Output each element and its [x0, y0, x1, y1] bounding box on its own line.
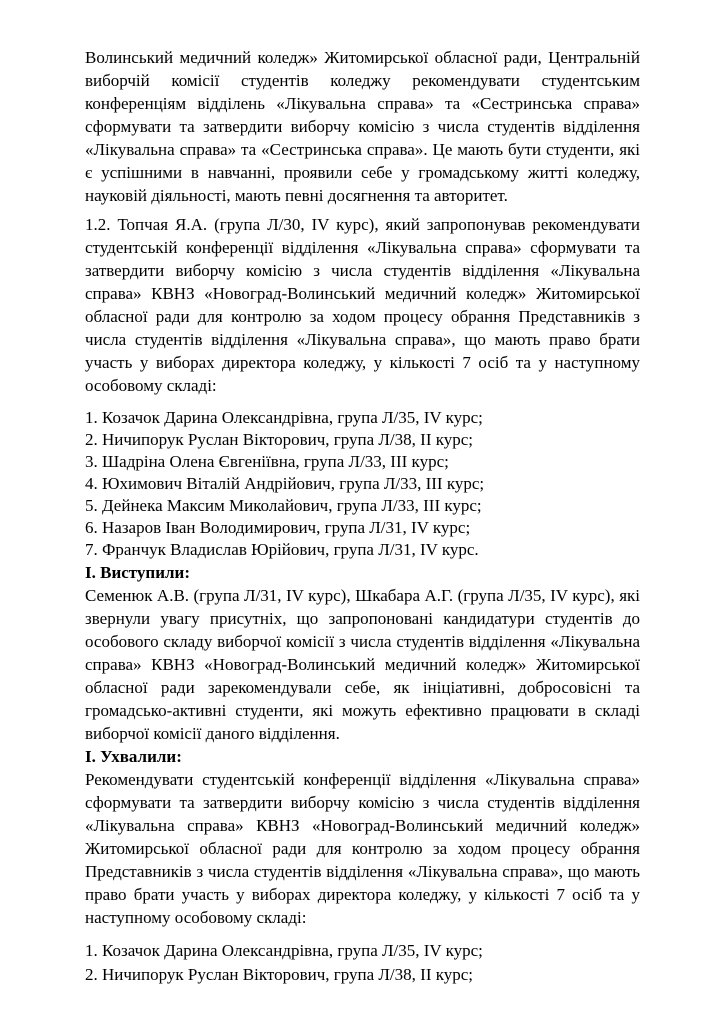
resolved-section-paragraph: Рекомендувати студентській конференції відділення «Лікувальна справа» сформувати та затвердити виборчу комісію з числа студентів відділення «Лікувальна справа» КВНЗ «Новоград-Волинський медичний коледж» Житомирської обласної ради для контролю за ходом процесу обрання Представників з числа студентів відділення «Лікувальна справа», що мають право брати участь у виборах директора коледжу, у кількості 7 осіб та у наступному особовому складі:: [85, 770, 640, 927]
spoke-section-heading: І. Виступили:: [85, 563, 191, 582]
paragraph-intro: Волинський медичний коледж» Житомирської обласної ради, Центральній виборчій комісії студентів коледжу рекомендувати студентським конференціям відділень «Лікувальна справа» та «Сестринська справа» сформувати та затвердити виборчу комісію з числа студентів відділення «Лікувальна справа» та «Сестринська справа». Це мають бути студенти, які є успішними в навчанні, проявили себе у громадському житті коледжу, науковій діяльності, мають певні досягнення та авторитет.: [85, 48, 640, 205]
spoke-section-paragraph: Семенюк А.В. (група Л/31, IV курс), Шкабара А.Г. (група Л/35, IV курс), які звернули увагу присутніх, що запропоновані кандидатури студентів до особового складу виборчої комісії з числа студентів відділення «Лікувальна справа» КВНЗ «Новоград-Волинський медичний коледж» Житомирської обласної ради зарекомендували себе, як ініціативні, добросовісні та громадсько-активні студенти, які можуть ефективно працювати в складі виборчої комісії даного відділення.: [85, 586, 640, 743]
resolved-section-heading: І. Ухвалили:: [85, 747, 182, 766]
list-item: 6. Назаров Іван Володимирович, група Л/31, IV курс;: [85, 518, 471, 537]
commission-members-list: [85, 407, 640, 561]
list-item: 4. Юхимович Віталій Андрійович, група Л/33, III курс;: [85, 474, 485, 493]
list-item: 2. Ничипорук Руслан Вікторович, група Л/38, II курс;: [85, 965, 474, 984]
list-item: 3. Шадріна Олена Євгеніївна, група Л/33, III курс;: [85, 452, 449, 471]
resolved-members-list: [85, 939, 640, 987]
list-item: 1. Козачок Дарина Олександрівна, група Л/35, IV курс;: [85, 408, 483, 427]
list-item: 5. Дейнека Максим Миколайович, група Л/33, III курс;: [85, 496, 482, 515]
list-item: 7. Франчук Владислав Юрійович, група Л/31, IV курс.: [85, 540, 479, 559]
paragraph-1-2-topchaya: 1.2. Топчая Я.А. (група Л/30, IV курс), який запропонував рекомендувати студентській конференції відділення «Лікувальна справа» сформувати та затвердити виборчу комісію з числа студентів відділення «Лікувальна справа» КВНЗ «Новоград-Волинський медичний коледж» Житомирської обласної ради для контролю за ходом процесу обрання Представників з числа студентів відділення «Лікувальна справа», що мають право брати участь у виборах директора коледжу, у кількості 7 осіб та у наступному особовому складі:: [85, 215, 640, 395]
list-item: 1. Козачок Дарина Олександрівна, група Л/35, IV курс;: [85, 941, 483, 960]
list-item: 2. Ничипорук Руслан Вікторович, група Л/38, II курс;: [85, 430, 474, 449]
